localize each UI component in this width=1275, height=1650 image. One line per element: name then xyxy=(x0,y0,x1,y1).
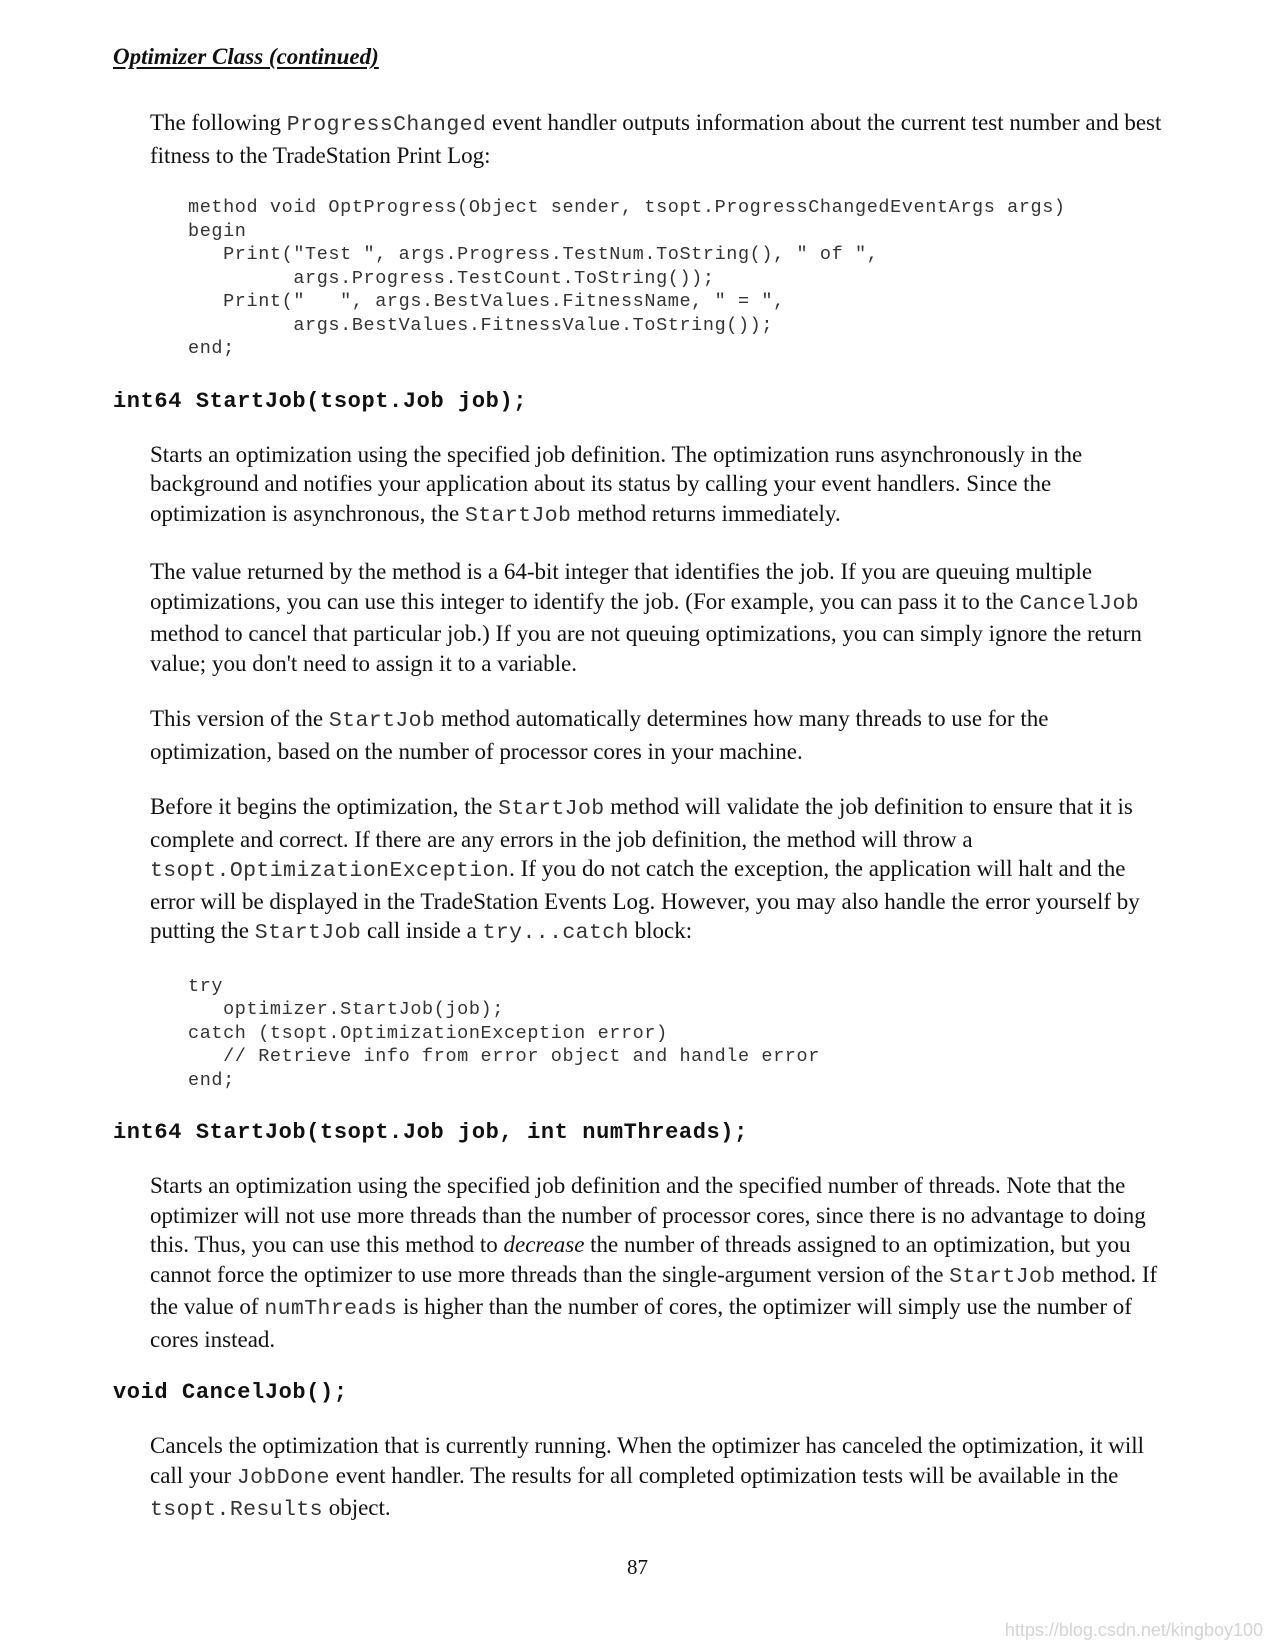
code-block-try-catch: try optimizer.StartJob(job); catch (tsopt.OptimizationException error) // Retrieve info from error object and handle error end; xyxy=(188,975,820,1091)
inline-code: StartJob xyxy=(464,503,572,528)
startjob-paragraph-2: The value returned by the method is a 64-bit integer that identifies the job. If you are queuing multiple optimizations, you can use this integer to identify the job. (For example, you can pass it to the CancelJob method to cancel that particular job.) If you are not queuing optimizations, you can simply ignore the return value; you don't need to assign it to a variable. xyxy=(150,559,1142,676)
inline-code: StartJob xyxy=(498,797,605,821)
inline-code: tsopt.OptimizationException xyxy=(150,859,510,883)
method-signature-canceljob: void CancelJob(); xyxy=(113,1380,348,1405)
method-signature-startjob: int64 StartJob(tsopt.Job job); xyxy=(113,388,528,414)
startjob-paragraph-3: This version of the StartJob method automatically determines how many threads to use for the optimization, based on the number of processor cores in your machine. xyxy=(150,706,1049,764)
method-signature-startjob-threads: int64 StartJob(tsopt.Job job, int numThreads); xyxy=(113,1120,748,1145)
canceljob-paragraph: Cancels the optimization that is currently running. When the optimizer has canceled the optimization, it will call your JobDone event handler. The results for all completed optimization tests will be available in the tsopt.Results object. xyxy=(150,1433,1145,1522)
inline-code: StartJob xyxy=(949,1264,1056,1289)
page-number: 87 xyxy=(627,1555,648,1579)
inline-code: CancelJob xyxy=(1019,591,1140,616)
inline-code: tsopt.Results xyxy=(150,1498,323,1522)
startjob-threads-paragraph: Starts an optimization using the specified job definition and the specified number of threads. Note that the optimizer will not use more threads than the number of processor cores, since there is no advantage to doing this. Thus, you can use this method to decrease the number of threads assigned to an optimization, but you cannot force the optimizer to use more threads than the single-argument version of the StartJob method. If the value of numThreads is higher than the number of cores, the optimizer will simply use the number of cores instead. xyxy=(150,1173,1158,1352)
code-block-opt-progress: method void OptProgress(Object sender, tsopt.ProgressChangedEventArgs args) begin Print("Test ", args.Progress.TestNum.ToString(), " of ", args.Progress.TestCount.ToString()); Print(" ", args.BestValues.FitnessName, " = ", args.BestValues.FitnessValue.ToString()); end; xyxy=(188,197,1066,359)
inline-code: numThreads xyxy=(264,1297,398,1321)
startjob-paragraph-1: Starts an optimization using the specified job definition. The optimization runs asynchronously in the background and notifies your application about its status by calling your event handlers. Since the optimization is asynchronous, the StartJob method returns immediately. xyxy=(150,441,1083,528)
inline-code: try...catch xyxy=(482,921,629,945)
inline-code: StartJob xyxy=(328,709,436,733)
page-content xyxy=(113,108,1163,1552)
emphasis: decrease xyxy=(503,1232,585,1257)
inline-code: JobDone xyxy=(236,1465,330,1490)
inline-code: StartJob xyxy=(254,921,362,945)
intro-paragraph: The following ProgressChanged event handler outputs information about the current test number and best fitness to the TradeStation Print Log: xyxy=(150,110,1162,168)
startjob-paragraph-4: Before it begins the optimization, the StartJob method will validate the job definition to ensure that it is complete and correct. If there are any errors in the job definition, the method will throw a tsopt.OptimizationException. If you do not catch the exception, the application will halt and the error will be displayed in the TradeStation Events Log. However, you may also handle the error yourself by putting the StartJob call inside a try...catch block: xyxy=(150,794,1140,945)
inline-code: ProgressChanged xyxy=(286,113,487,137)
watermark: https://blog.csdn.net/kingboy100 xyxy=(1004,1620,1263,1640)
section-title: Optimizer Class (continued) xyxy=(113,44,379,69)
